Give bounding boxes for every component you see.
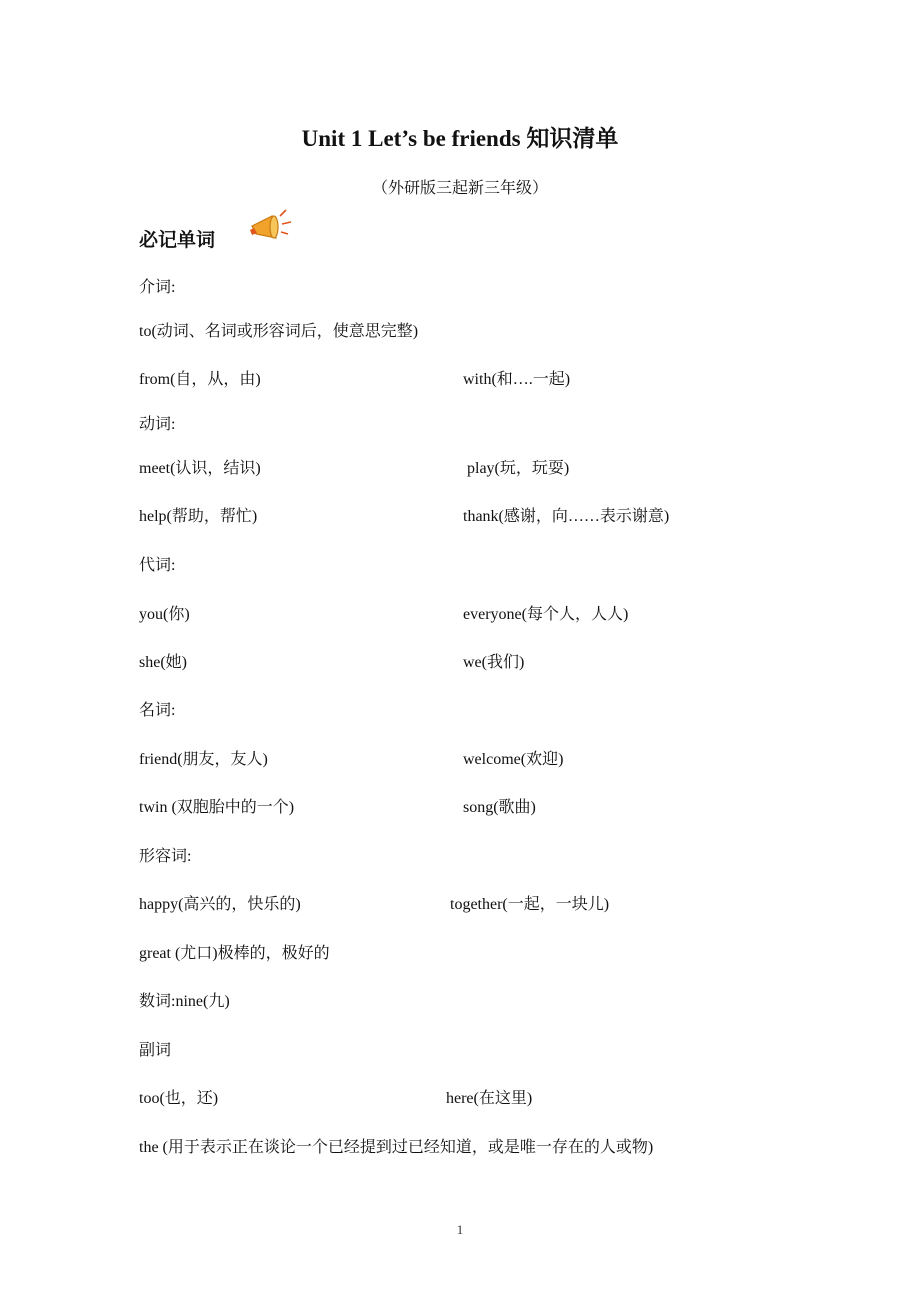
list-item: the (用于表示正在谈论一个已经提到过已经知道，或是唯一存在的人或物) <box>139 1139 654 1156</box>
list-item: 数词:nine(九) <box>139 993 230 1010</box>
list-item: thank(感谢，向……表示谢意) <box>463 508 670 525</box>
list-item: 形容词: <box>139 848 192 865</box>
document-subtitle: （外研版三起新三年级） <box>371 178 548 197</box>
megaphone-icon <box>246 204 296 244</box>
list-item: 名词: <box>139 702 176 719</box>
list-item: here(在这里) <box>446 1090 533 1107</box>
list-item: meet(认识，结识) <box>139 460 261 477</box>
document-title: Unit 1 Let’s be friends 知识清单 <box>301 126 619 151</box>
list-item: song(歌曲) <box>463 799 536 816</box>
section-heading: 必记单词 <box>139 229 216 251</box>
list-item: to(动词、名词或形容词后，使意思完整) <box>139 323 419 340</box>
list-item: 代词: <box>139 557 176 574</box>
list-item: play(玩，玩耍) <box>467 460 570 477</box>
list-item: friend(朋友，友人) <box>139 751 268 768</box>
list-item: help(帮助，帮忙) <box>139 508 258 525</box>
list-item: great (尤口)极棒的，极好的 <box>139 945 330 962</box>
list-item: together(一起，一块儿) <box>450 896 610 913</box>
list-item: she(她) <box>139 654 187 671</box>
list-item: welcome(欢迎) <box>463 751 564 768</box>
list-item: from(自，从，由) <box>139 371 261 388</box>
list-item: twin (双胞胎中的一个) <box>139 799 295 816</box>
page-number: 1 <box>456 1222 464 1237</box>
list-item: 副词 <box>139 1042 172 1059</box>
list-item: 动词: <box>139 416 176 433</box>
list-item: we(我们) <box>463 654 525 671</box>
list-item: happy(高兴的，快乐的) <box>139 896 301 913</box>
list-item: 介词: <box>139 279 176 296</box>
list-item: with(和….一起) <box>463 371 571 388</box>
list-item: too(也，还) <box>139 1090 219 1107</box>
list-item: everyone(每个人，人人) <box>463 606 629 623</box>
list-item: you(你) <box>139 606 190 623</box>
